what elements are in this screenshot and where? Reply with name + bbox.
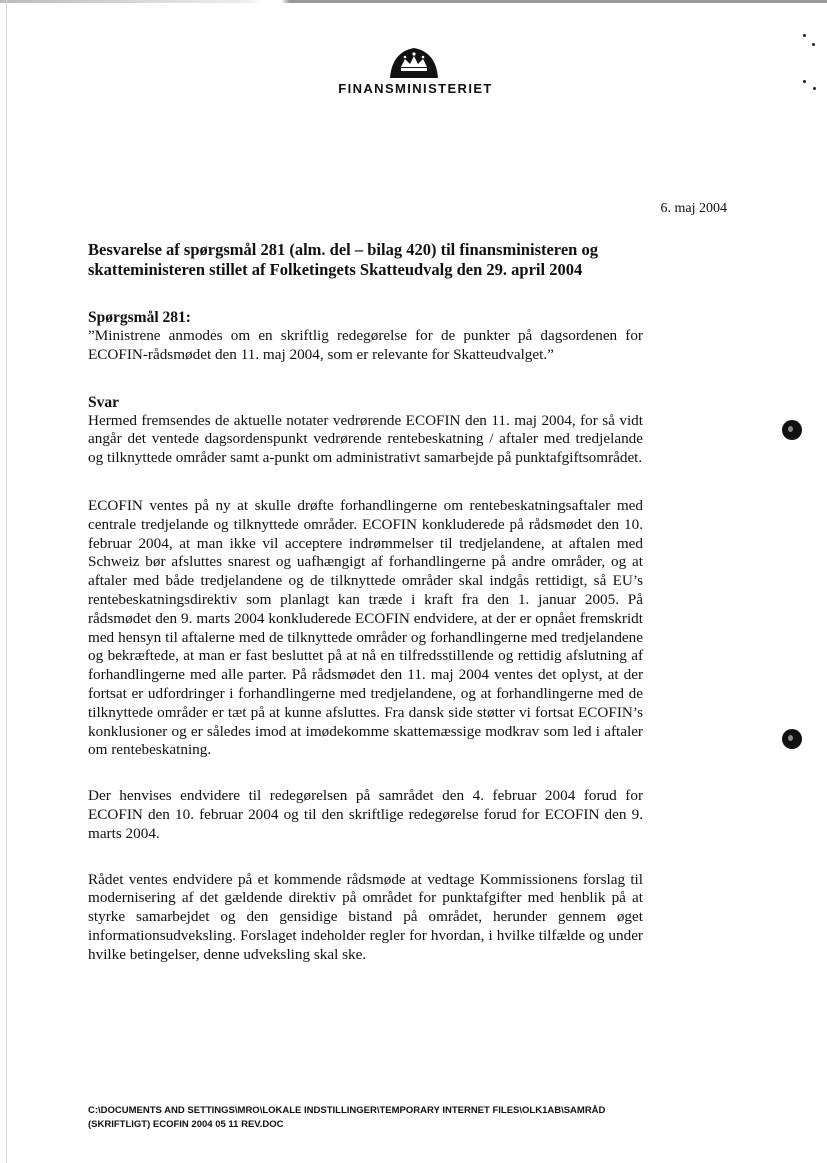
question-heading: Spørgsmål 281: [88,309,191,326]
question-text: ”Ministrene anmodes om en skriftlig redegørelse for de punkter på dagsordenen for ECOFIN-rådsmødet den 11. maj 2004, som er relevante for Skatteudvalget.” [88,327,643,363]
crown-icon [388,46,440,78]
letter-body [88,240,643,965]
punch-hole-top [782,420,802,440]
file-path-footer [88,1104,688,1132]
answer-paragraph-2: ECOFIN ventes på ny at skulle drøfte forhandlingerne om rentebeskatningsaftaler med centrale tredjelande og tilknyttede områder. ECOFIN konkluderede på rådsmødet den 10. februar 2004, at man ikke vil acceptere indrømmelser til tredjelandene, at aftalen med Schweiz bør afsluttes snarest og uafhængigt af forhandlingerne på andre områder, og at aftaler med både tredjelandene og de tilknyttede områder skal indgås rettidigt, så EU’s rentebeskatningsdirektiv som planlagt kan træde i kraft fra den 1. januar 2005. På rådsmødet den 9. marts 2004 konkluderede ECOFIN endvidere, at der er opnået fremskridt med hensyn til aftalerne med de tilknyttede områder og forhandlingerne med tredjelandene og bekræftede, at man er fast besluttet på at nå en tilfredsstillende og rettidig afslutning af forhandlingerne med alle parter. På rådsmødet den 11. maj 2004 ventes det oplyst, at der fortsat er udfordringer i forhandlingerne med tredjelandene, og at forhandlingerne med de tilknyttede områder er tæt på at kunne afsluttes. Fra dansk side støtter vi fortsat ECOFIN’s konklusioner og er således imod at imødekomme skattemæssige modkrav som led i aftaler om rentebeskatning. [88,496,643,759]
scan-speck [812,43,815,46]
answer-paragraph-4: Rådet ventes endvidere på et kommende rådsmøde at vedtage Kommissionens forslag til modernisering af det gældende direktiv på området for punktafgifter med henblik på at styrke samarbejdet og den gensidige bistand på området, herunder gennem øget informationsudveksling. Forslaget indeholder regler for hvordan, i hvilke tilfælde og under hvilke betingelser, denne udveksling skal ske. [88,870,643,963]
scan-speck [803,34,806,37]
scan-top-edge [0,0,827,3]
footer-path-line-1: C:\DOCUMENTS AND SETTINGS\MRO\LOKALE INDSTILLINGER\TEMPORARY INTERNET FILES\OLK1AB\SAMRÅD [88,1105,606,1116]
answer-paragraph-3: Der henvises endvidere til redegørelsen på samrådet den 4. februar 2004 forud for ECOFIN den 10. februar 2004 og til den skriftlige redegørelse forud for ECOFIN den 9. marts 2004. [88,787,643,842]
document-date: 6. maj 2004 [660,201,727,216]
punch-hole-bottom [782,729,802,749]
scan-left-edge [6,0,7,1163]
ministry-name: FINANSMINISTERIET [338,81,493,96]
answer-paragraph-1: Hermed fremsendes de aktuelle notater vedrørende ECOFIN den 11. maj 2004, for så vidt angår det ventede dagsordenspunkt vedrørende rentebeskatning / aftaler med tredjelande og tilknyttede områder samt a-punkt om administrativt samarbejde på punktafgiftsområdet. [88,411,643,467]
scan-speck [813,87,816,90]
document-title: Besvarelse af spørgsmål 281 (alm. del – bilag 420) til finansministeren og skatteministeren stillet af Folketingets Skatteudvalg den 29. april 2004 [88,240,598,279]
scan-speck [803,80,806,83]
footer-path-line-2: (SKRIFTLIGT) ECOFIN 2004 05 11 REV.DOC [88,1119,284,1130]
answer-heading: Svar [88,393,119,411]
